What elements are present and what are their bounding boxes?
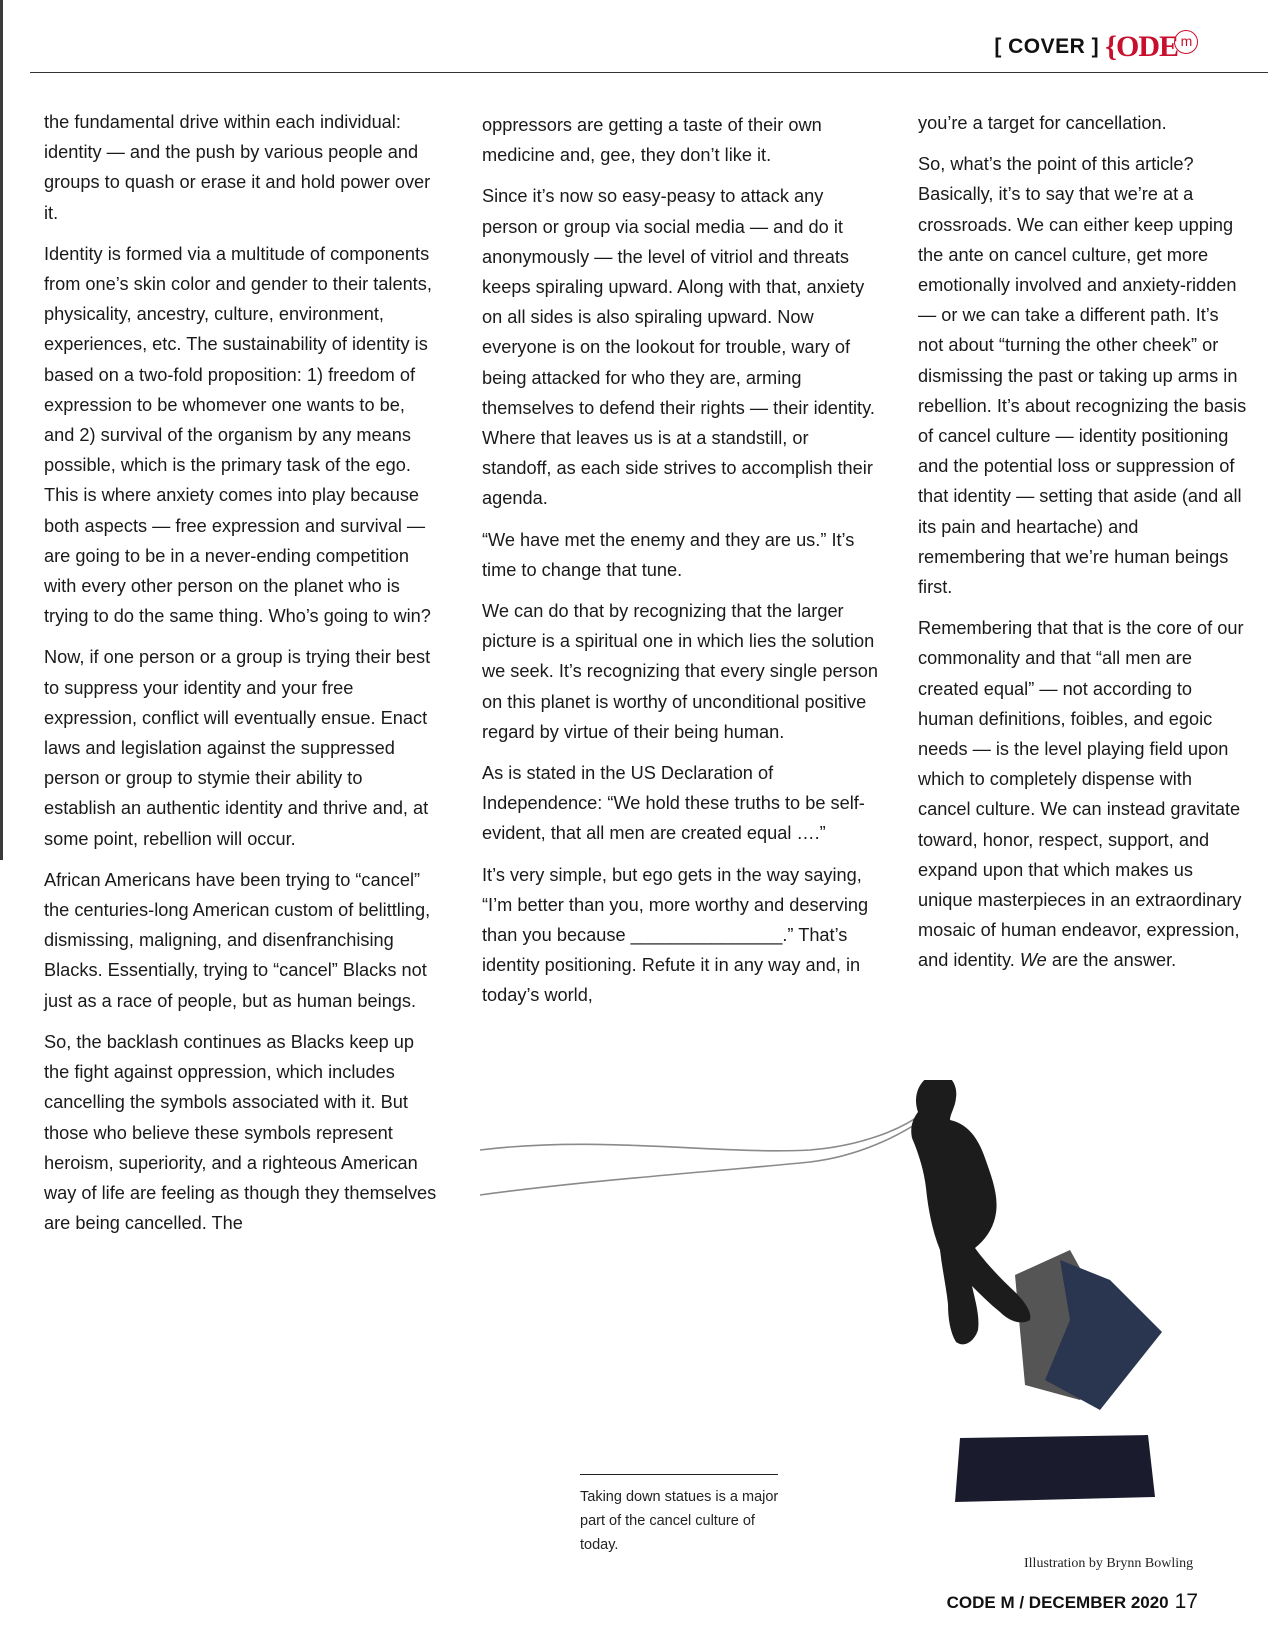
emphasis-text: We <box>1019 950 1047 971</box>
image-caption: Taking down statues is a major part of the cancel culture of today. <box>580 1489 779 1553</box>
paragraph: Since it’s now so easy-peasy to attack any person or group via social media — and do it anonymously — the level of vitriol and threats keeps spiraling upward. Along with that, anxiety on all sides is also spiraling upward. Now everyone is on the lookout for trouble, wary of being attacked for who they are, arming themselves to defend their rights — their identity. Where that leaves us is at a standstill, or standoff, as each side strives to accomplish their agenda. <box>482 186 875 509</box>
paragraph: So, the backlash continues as Blacks keep up the fight against oppression, which includes cancelling the symbols associated with it. But those who believe these symbols represent heroism, superiority, and a righteous American way of life are feeling as though they themselves are being cancelled. The <box>44 1031 437 1234</box>
paragraph: you’re a target for cancellation. <box>918 113 1167 133</box>
paragraph: Now, if one person or a group is trying their best to suppress your identity and your free expression, conflict will eventually ensue. Enact laws and legislation against the suppressed person or group to stymie their ability to establish an authentic identity and thrive and, at some point, rebellion will occur. <box>44 647 431 849</box>
header-rule <box>30 72 1268 73</box>
column-1 <box>44 107 439 1249</box>
paragraph-final <box>918 613 1248 975</box>
logo-m-circle: m <box>1174 30 1198 54</box>
statue-figure <box>911 1080 1030 1344</box>
paragraph: Identity is formed via a multitude of components from one’s skin color and gender to their talents, physicality, ancestry, culture, environment, experiences, etc. The sustainability of identity is based on a two-fold proposition: 1) freedom of expression to be whomever one wants to be, and 2) survival of the organism by any means possible, which is the primary task of the ego. This is where anxiety comes into play because both aspects — free expression and survival — are going to be in a never-ending competition with every other person on the planet who is trying to do the same thing. Who’s going to win? <box>44 243 432 627</box>
logo-wordmark: {ODE <box>1105 30 1178 63</box>
paragraph: So, what’s the point of this article? Basically, it’s to say that we’re at a crossroads. We can either keep upping the ante on cancel culture, get more emotionally involved and anxiety-ridden — or we can take a different path. It’s not about “turning the other cheek” or dismissing the past or taking up arms in rebellion. It’s about recognizing the basis of cancel culture — identity positioning and the potential loss or suppression of that identity — setting that aside (and all its pain and heartache) and remembering that we’re human beings first. <box>918 154 1247 598</box>
paragraph: African Americans have been trying to “cancel” the centuries-long American custom of belittling, dismissing, maligning, and disenfranchising Blacks. Essentially, trying to “cancel” Blacks not just as a race of people, but as human beings. <box>44 869 431 1011</box>
code-m-logo <box>1105 30 1198 64</box>
footer-publication: CODE M / DECEMBER 2020 <box>946 1593 1169 1612</box>
rope-line-lower <box>480 1120 922 1195</box>
paragraph: We can do that by recognizing that the larger picture is a spiritual one in which lies the solution we seek. It’s recognizing that every single person on this planet is worthy of unconditional positive regard by virtue of their being human. <box>482 601 878 742</box>
illustration-credit: Illustration by Brynn Bowling <box>1024 1556 1194 1571</box>
page-header <box>994 30 1198 64</box>
pedestal-base <box>955 1435 1155 1502</box>
page-footer <box>947 1590 1198 1614</box>
section-label: [ COVER ] <box>994 35 1100 58</box>
caption-rule <box>580 1474 778 1475</box>
page-edge-bar <box>0 0 3 860</box>
column-3 <box>918 108 1248 987</box>
paragraph: As is stated in the US Declaration of Independence: “We hold these truths to be self-evident, that all men are created equal ….” <box>482 763 865 844</box>
paragraph-text: are the answer. <box>1051 950 1177 971</box>
rope-line-upper <box>480 1115 920 1151</box>
paragraph: the fundamental drive within each individual: identity — and the push by various people and groups to quash or erase it and hold power over it. <box>44 112 431 223</box>
paragraph: oppressors are getting a taste of their own medicine and, gee, they don’t like it. <box>482 115 822 166</box>
paragraph: “We have met the enemy and they are us.” It’s time to change that tune. <box>482 529 855 580</box>
paragraph: It’s very simple, but ego gets in the way saying, “I’m better than you, more worthy and deserving than you because _______________.” That’s identity positioning. Refute it in any way and, in today’s world, <box>482 864 869 1006</box>
paragraph-text: Remembering that that is the core of our commonality and that “all men are created equal” — not according to human definitions, foibles, and egoic needs — is the level playing field upon which to completely dispense with cancel culture. We can instead gravitate toward, honor, respect, support, and expand upon that which makes us unique masterpieces in an extraordinary mosaic of human endeavor, expression, and <box>918 618 1244 971</box>
page-number: 17 <box>1174 1590 1198 1613</box>
paragraph-text: identity. <box>953 950 1015 971</box>
column-2 <box>482 110 882 1022</box>
